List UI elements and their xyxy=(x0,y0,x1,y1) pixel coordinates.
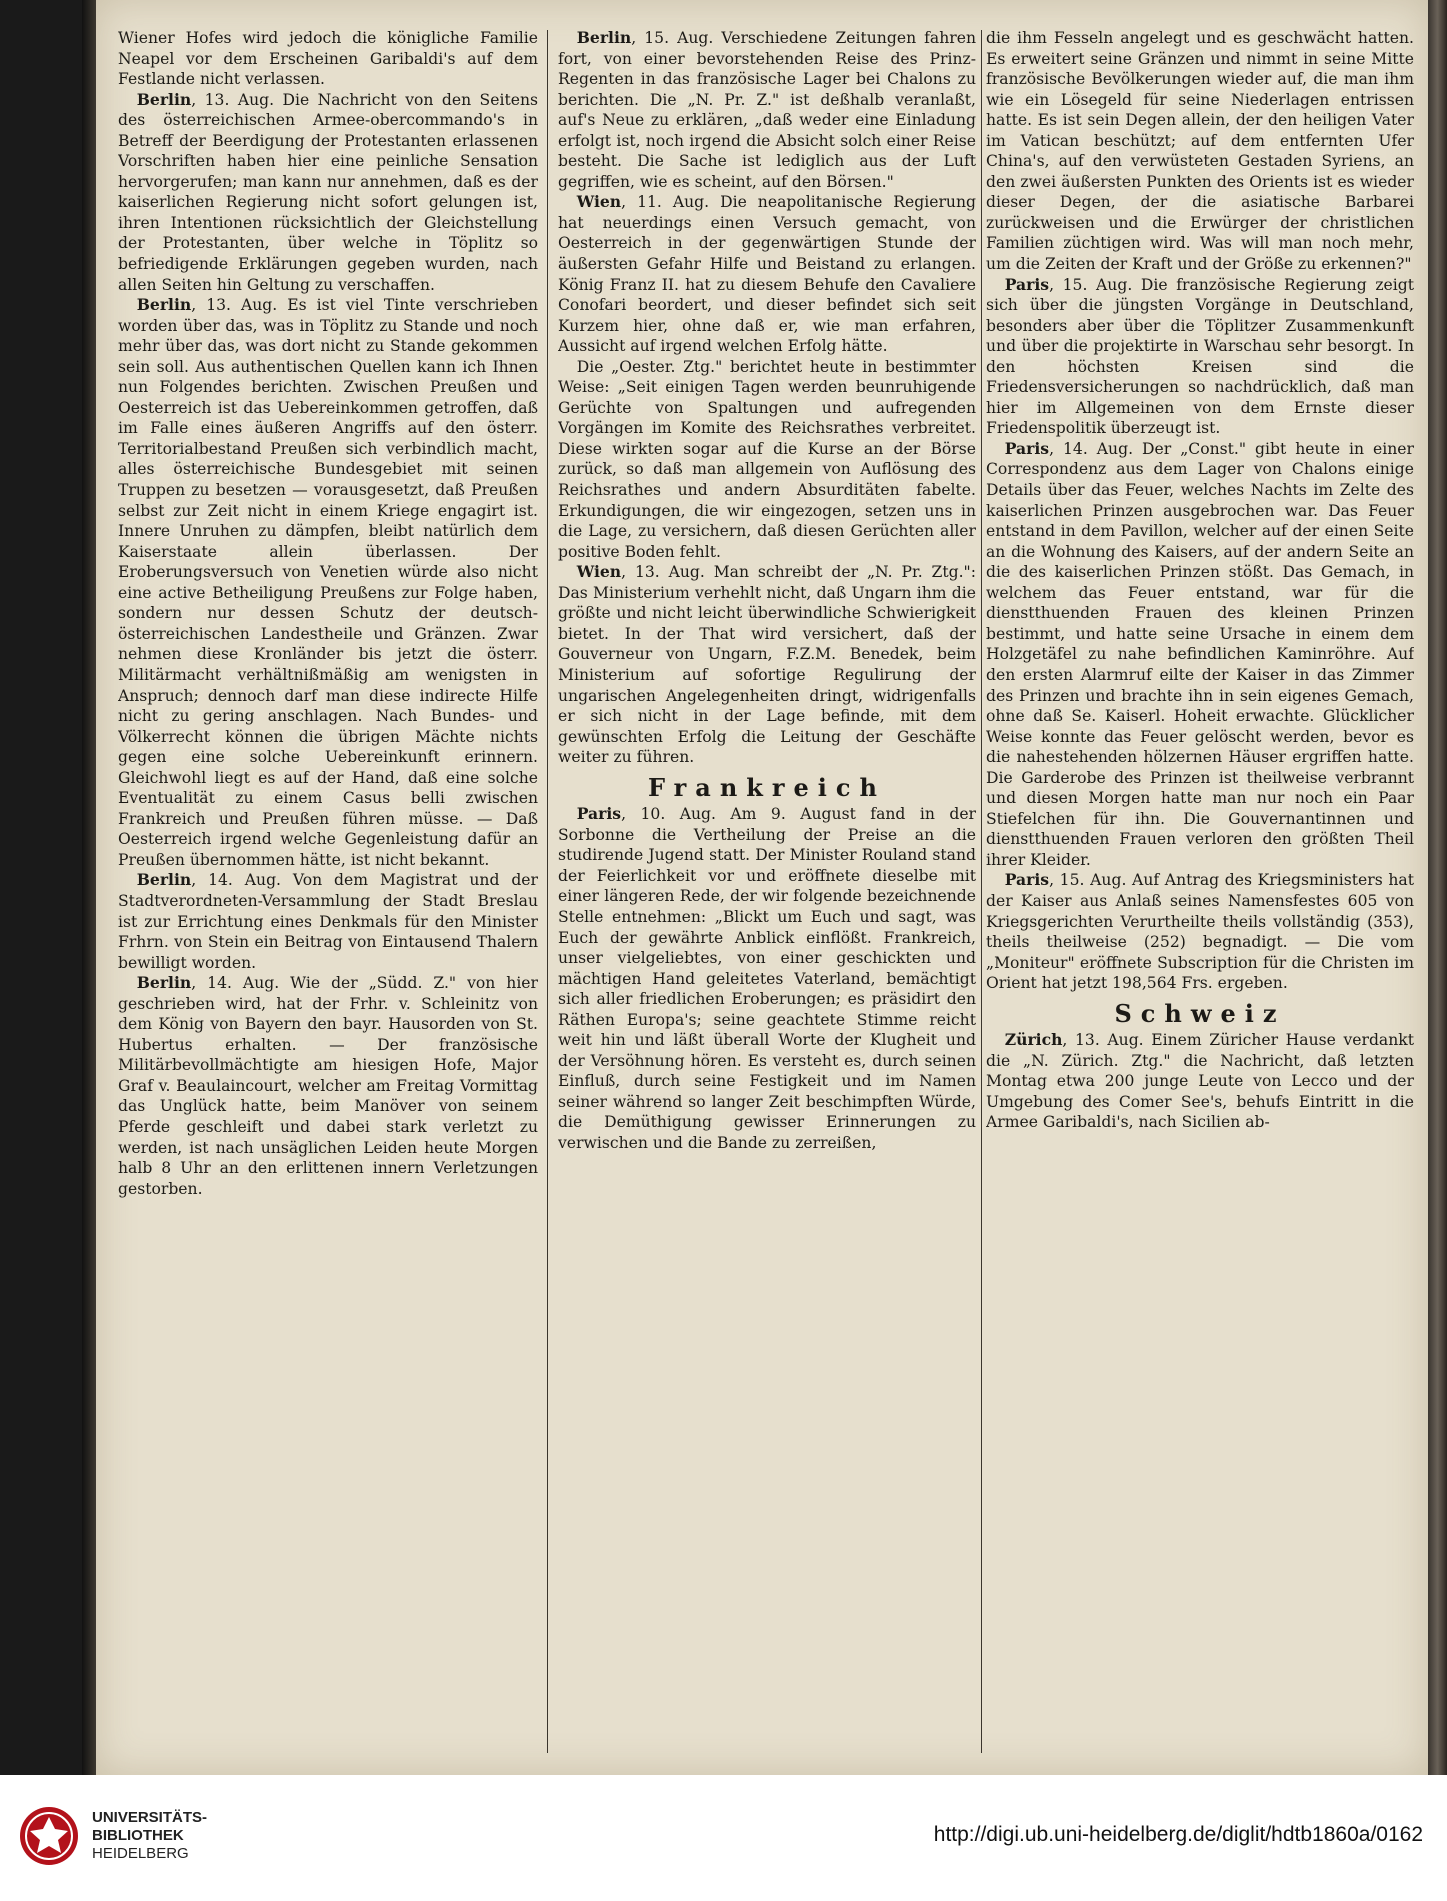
article-text: , 14. Aug. Wie der „Südd. Z." von hier geschrieben wird, hat der Frhr. v. Schleinitz von dem König von Bayern den bayr. Hausorden von St. Hubertus erhalten. — Der französische Militärbevollmächtigte am hiesigen Hofe, Major Graf v. Beaulaincourt, welcher am Freitag Vormittag das Unglück hatte, beim Manöver von seinem Pferde geschleift und dabei stark verletzt zu werden, ist nach unsäglichen Leiden heute Morgen halb 8 Uhr an den erlittenen innern Verletzungen gestorben. xyxy=(118,974,538,1198)
university-seal-icon xyxy=(18,1805,80,1867)
dateline-place: Paris xyxy=(1004,274,1050,294)
article-paragraph xyxy=(986,439,1414,870)
logo-line: HEIDELBERG xyxy=(92,1845,189,1862)
logo-line: UNIVERSITÄTS- xyxy=(92,1809,208,1826)
article-text: , 11. Aug. Die neapolitanische Regierung hat neuerdings einen Versuch gemacht, von Oesterreich in der gegenwärtigen Stunde der äußersten Gefahr Hilfe und Beistand zu erlangen. König Franz II. hat zu diesem Behufe den Cavaliere Conofari beordert, und dieser befindet sich seit Kurzem hier, ohne daß er, wie man erfahren, Aussicht auf irgend welchen Erfolg hätte. xyxy=(558,193,976,356)
article-text: , 13. Aug. Einem Züricher Hause verdankt die „N. Zürich. Ztg." die Nachricht, daß letzten Montag etwa 200 junge Leute von Lecco und der Umgebung des Comer See's, behufs Eintritt in die Armee Garibaldi's, nach Sicilien ab- xyxy=(986,1031,1414,1132)
dateline-place: Berlin xyxy=(136,870,192,890)
dateline-place: Berlin xyxy=(136,973,192,993)
section-heading: Frankreich xyxy=(648,772,886,802)
article-paragraph xyxy=(986,275,1414,439)
dateline-place: Berlin xyxy=(136,295,192,315)
article-paragraph xyxy=(986,28,1414,275)
article-text: , 15. Aug. Auf Antrag des Kriegsministers hat der Kaiser aus Anlaß seines Namensfestes 605 von Kriegsgerichten Verurtheilte theils vollständig (353), theils theilweise (252) begnadigt. — Die vom „Moniteur" eröffnete Subscription für die Christen im Orient hat jetzt 198,564 Frs. ergeben. xyxy=(986,871,1414,993)
article-text: , 15. Aug. Die französische Regierung zeigt sich über die jüngsten Vorgänge in Deutschland, besonders aber über die Töplitzer Zusammenkunft und über die projektirte in Warschau sehr besorgt. In den höchsten Kreisen sind die Friedensversicherungen so nachdrücklich, daß man hier im Allgemeinen von dem Ernste dieser Friedenspolitik überzeugt ist. xyxy=(986,275,1414,438)
dateline-place: Berlin xyxy=(576,28,632,47)
article-paragraph xyxy=(118,28,538,90)
logo-line: BIBLIOTHEK xyxy=(92,1827,184,1844)
article-paragraph xyxy=(558,804,976,1153)
article-paragraph xyxy=(986,870,1414,993)
article-paragraph xyxy=(558,357,976,562)
article-paragraph xyxy=(118,973,538,1199)
article-text: die ihm Fesseln angelegt und es geschwächt hatten. Es erweitert seine Gränzen und nimmt in seine Mitte französische Bevölkerungen wieder auf, die man ihm wie ein Lösegeld für seine Niederlagen entrissen hatte. Es ist sein Degen allein, der den heiligen Vater im Vatican beschützt; auf dem entfernten Ufer China's, auf den verwüsteten Gestaden Syriens, an den zwei äußersten Punkten des Orients ist es wieder dieser Degen, der die asiatische Barbarei zurückweisen und die Erwürger der christlichen Familien züchtigen wird. Was will man noch mehr, um die Zeiten der Kraft und der Größe zu erkennen?" xyxy=(986,29,1414,274)
article-text: , 13. Aug. Man schreibt der „N. Pr. Ztg.": Das Ministerium verhehlt nicht, daß Ungarn ihm die größte und nicht leicht überwindliche Schwierigkeit bietet. In der That wird versichert, daß der Gouverneur von Ungarn, F.Z.M. Benedek, beim Ministerium auf sofortige Regulirung der ungarischen Angelegenheiten dringt, widrigenfalls er sich nicht in der Lage befinde, mit dem gewünschten Erfolg die Leitung der Geschäfte weiter zu führen. xyxy=(558,563,976,767)
article-paragraph xyxy=(986,1030,1414,1133)
article-paragraph xyxy=(558,192,976,356)
text-column-middle xyxy=(558,28,976,1755)
dateline-place: Berlin xyxy=(136,89,192,109)
dateline-place: Paris xyxy=(576,804,622,824)
article-text: , 14. Aug. Von dem Magistrat und der Stadtverordneten-Versammlung der Stadt Breslau ist zur Errichtung eines Denkmals für den Minister Frhrn. von Stein ein Beitrag von Eintausend Thalern bewilligt worden. xyxy=(118,871,538,972)
article-text: , 15. Aug. Verschiedene Zeitungen fahren fort, von einer bevorstehenden Reise des Prinz-Regenten in das französische Lager bei Chalons zu berichten. Die „N. Pr. Z." ist deßhalb veranlaßt, auf's Neue zu erklären, „daß weder eine Einladung erfolgt ist, noch irgend die Absicht solch einer Reise besteht. Die Sache ist lediglich aus der Luft gegriffen, wie es scheint, auf den Börsen." xyxy=(558,29,976,191)
article-paragraph xyxy=(118,870,538,973)
text-column-right xyxy=(986,28,1414,1755)
article-text: , 14. Aug. Der „Const." gibt heute in einer Correspondenz aus dem Lager von Chalons einige Details über das Feuer, welches Nachts im Zelte des kaiserlichen Prinzen ausgebrochen war. Das Feuer entstand in dem Pavillon, welcher auf der einen Seite an die Wohnung des Kaisers, auf der andern Seite an die des kaiserlichen Prinzen stößt. Das Gemach, in welchem das Feuer entstand, war für die dienstthuenden Frauen des kleinen Prinzen bestimmt, und hatte seine Ursache in einem dem Holzgetäfel zu nahe befindlichen Kaminröhre. Auf den ersten Alarmruf eilte der Kaiser in das Zimmer des Prinzen und brachte ihn in sein eigenes Gemach, ohne daß Se. Kaiserl. Hoheit erwachte. Glücklicher Weise konnte das Feuer gelöscht werden, bevor es die nahestehenden hölzernen Häuser ergriffen hatte. Die Garderobe des Prinzen ist theilweise verbrannt und diesen Morgen hatte man nur noch ein Paar Stiefelchen für ihn. Die Gouvernantinnen und dienstthuenden Frauen verloren den größten Theil ihrer Kleider. xyxy=(986,439,1414,869)
article-paragraph xyxy=(558,28,976,192)
dateline-place: Paris xyxy=(1004,438,1050,458)
dateline-place: Paris xyxy=(1004,870,1050,890)
article-paragraph xyxy=(118,295,538,870)
article-text: , 13. Aug. Es ist viel Tinte verschrieben worden über das, was in Töplitz zu Stande und noch mehr über das, was dort nicht zu Stande gekommen sein soll. Aus authentischen Quellen kann ich Ihnen nun Folgendes berichten. Zwischen Preußen und Oesterreich ist das Uebereinkommen getroffen, daß im Falle eines äußeren Angriffs auf den österr. Territorialbestand Preußen sich verbindlich macht, alles österreichische Bundesgebiet mit seinen Truppen zu besetzen — vorausgesetzt, daß Preußen selbst zur Zeit nicht in einem Kriege engagirt ist. Innere Unruhen zu dämpfen, bleibt natürlich dem Kaiserstaate allein überlassen. Der Eroberungsversuch von Venetien würde also nicht eine active Betheiligung Preußens zur Folge haben, sondern nur dessen Schutz der deutsch-österreichischen Landestheile und Gränzen. Zwar nehmen diese Kronländer bis jetzt die österr. Militärmacht verhältnißmäßig am wenigsten in Anspruch; dennoch darf man diese indirecte Hilfe nicht zu gering anschlagen. Nach Bundes- und Völkerrecht können die übrigen Mächte nichts gegen eine solche Uebereinkunft erinnern. Gleichwohl liegt es auf der Hand, daß eine solche Eventualität zu einem Casus belli zwischen Frankreich und Preußen führen müsse. — Daß Oesterreich irgend welche Gegenleistung dafür an Preußen übernommen hätte, ist nicht bekannt. xyxy=(118,296,538,869)
footer-bar xyxy=(0,1775,1447,1901)
library-logo-text xyxy=(92,1809,207,1863)
article-paragraph xyxy=(558,562,976,767)
dateline-place: Wien xyxy=(576,562,622,582)
newspaper-page xyxy=(96,0,1428,1775)
article-text: Wiener Hofes wird jedoch die königliche Familie Neapel vor dem Erscheinen Garibaldi's auf dem Festlande nicht verlassen. xyxy=(118,29,538,89)
text-column-left xyxy=(118,28,538,1755)
dateline-place: Wien xyxy=(576,192,622,212)
column-divider xyxy=(981,30,982,1753)
article-paragraph xyxy=(118,90,538,295)
dateline-place: Zürich xyxy=(1004,1030,1063,1050)
article-text: , 10. Aug. Am 9. August fand in der Sorbonne die Vertheilung der Preise an die studirende Jugend statt. Der Minister Rouland stand der Feierlichkeit vor und eröffnete dieselbe mit einer längeren Rede, der wir folgende bezeichnende Stelle entnehmen: „Blickt um Euch und sagt, was Euch der gewährte Anblick einflößt. Frankreich, unser vielgeliebtes, von einer geschickten und mächtigen Hand geleitetes Vaterland, bemächtigt sich aller friedlichen Eroberungen; es präsidirt den Räthen Europa's; seine geachtete Stimme reicht weit hin und läßt überall Worte der Klugheit und der Versöhnung hören. Es versteht es, durch seinen Einfluß, durch seine Festigkeit und im Namen seiner während so langer Zeit beschimpften Würde, die Demüthigung gewisser Erinnerungen zu verwischen und die Bande zu zerreißen, xyxy=(558,805,976,1152)
article-text: Die „Oester. Ztg." berichtet heute in bestimmter Weise: „Seit einigen Tagen werden beunruhigende Gerüchte von Spaltungen und aufregenden Vorgängen im Komite des Reichsrathes verbreitet. Diese wirkten sogar auf die Kurse an der Börse zurück, so daß man allgemein von Auflösung des Reichsrathes und andern Absurditäten fabelte. Erkundigungen, die wir eingezogen, setzen uns in die Lage, zu versichern, daß diesen Gerüchten aller positive Boden fehlt. xyxy=(558,357,976,561)
source-url-link[interactable]: http://digi.ub.uni-heidelberg.de/diglit/hdtb1860a/0162 xyxy=(933,1823,1423,1846)
article-text: , 13. Aug. Die Nachricht von den Seitens des österreichischen Armee-obercommando's in Betreff der Beerdigung der Protestanten erlassenen Vorschriften haben hier eine peinliche Sensation hervorgerufen; man kann nur annehmen, daß es der kaiserlichen Regierung nicht sofort gelungen ist, ihren Intentionen rücksichtlich der Gleichstellung der Protestanten, über welche in Töplitz so befriedigende Erklärungen gegeben wurden, nach allen Seiten hin Geltung zu verschaffen. xyxy=(118,90,538,294)
book-binding-edge xyxy=(82,0,96,1775)
column-divider xyxy=(547,30,548,1753)
page-stack-edge xyxy=(1428,0,1447,1775)
section-heading: Schweiz xyxy=(1114,998,1286,1028)
